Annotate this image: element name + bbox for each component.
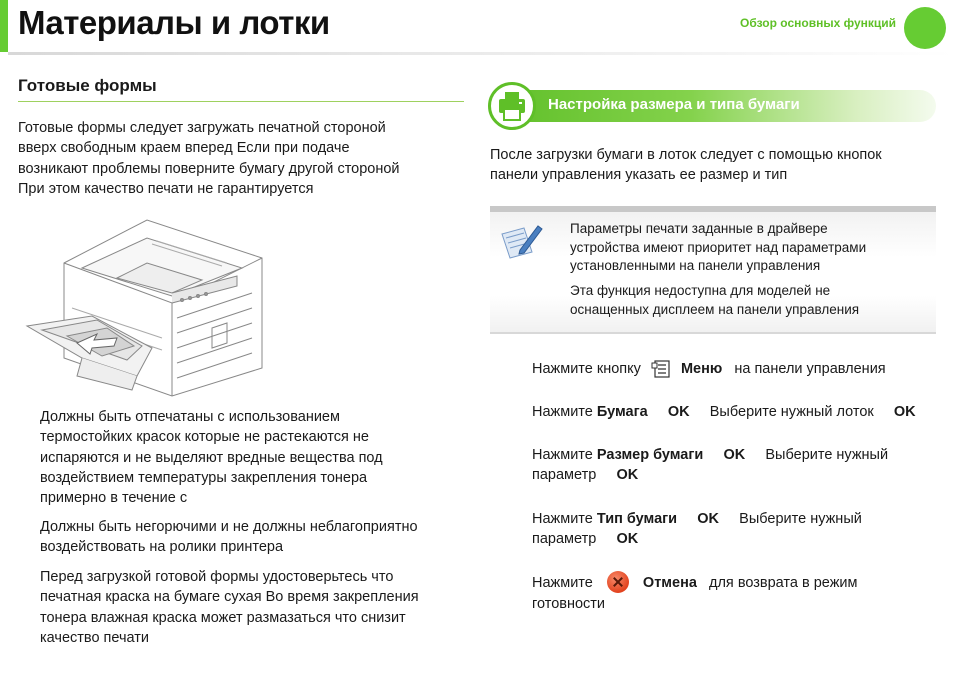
item-line: качество печати bbox=[40, 629, 150, 646]
cancel-icon bbox=[607, 571, 629, 593]
step-text: Нажмите кнопку bbox=[532, 361, 641, 377]
step-menu bbox=[532, 359, 886, 379]
section-link[interactable]: Обзор основных функций bbox=[740, 16, 896, 30]
step-text: на панели управления bbox=[734, 361, 886, 377]
paper-label: Бумага bbox=[596, 404, 648, 420]
item-line: воздействовать на ролики принтера bbox=[40, 539, 284, 556]
step-text: Выберите нужный bbox=[739, 511, 862, 527]
item-line: Должны быть отпечатаны с использованием bbox=[40, 409, 340, 425]
note-line: оснащенных дисплеем на панели управления bbox=[570, 301, 860, 317]
step-paper-size bbox=[532, 445, 888, 486]
section-banner bbox=[490, 90, 936, 122]
intro-line: При этом качество печати не гарантируется bbox=[18, 180, 314, 197]
step-text: Нажмите bbox=[532, 447, 593, 463]
note-paragraph-priority bbox=[570, 220, 866, 276]
step-text: Выберите нужный лоток bbox=[709, 404, 874, 420]
requirement-item-dry bbox=[40, 567, 460, 648]
note-line: установленными на панели управления bbox=[570, 258, 821, 273]
menu-label: Меню bbox=[680, 361, 723, 377]
page-title: Материалы и лотки bbox=[18, 4, 330, 41]
step-text: Нажмите bbox=[532, 404, 593, 420]
ok-label: OK bbox=[697, 511, 719, 527]
ok-label: OK bbox=[616, 467, 639, 484]
item-line: Перед загрузкой готовой формы удостоверьтесь что bbox=[40, 569, 394, 585]
banner-title: Настройка размера и типа бумаги bbox=[548, 96, 800, 113]
step-paper-type bbox=[532, 509, 862, 550]
step-text: параметр bbox=[532, 531, 597, 548]
section-heading: Готовые формы bbox=[18, 76, 157, 95]
note-line: устройства имеют приоритет над параметрами bbox=[570, 239, 867, 255]
step-text: Выберите нужный bbox=[765, 447, 889, 463]
intro-line: Готовые формы следует загружать печатной стороной bbox=[18, 120, 386, 136]
note-line: Эта функция недоступна для моделей не bbox=[570, 283, 831, 298]
heading-underline bbox=[18, 101, 464, 102]
page-number-circle bbox=[904, 7, 946, 49]
item-line: печатная краска на бумаге сухая Во время закрепления bbox=[40, 589, 419, 606]
paper-type-label: Тип бумаги bbox=[596, 511, 678, 527]
requirement-item-heat bbox=[40, 407, 460, 508]
note-line: Параметры печати заданные в драйвере bbox=[570, 221, 828, 236]
step-text: Нажмите bbox=[532, 574, 593, 591]
item-line: термостойких красок которые не растекаются не bbox=[40, 429, 369, 446]
printer-illustration bbox=[22, 208, 272, 398]
step-text: параметр bbox=[532, 467, 597, 484]
menu-icon bbox=[651, 359, 673, 379]
note-pencil-icon bbox=[498, 220, 544, 260]
ok-label: OK bbox=[667, 404, 690, 420]
item-line: примерно в течение с bbox=[40, 490, 188, 507]
step-paper bbox=[532, 402, 916, 422]
right-intro-line: панели управления указать ее размер и тип bbox=[490, 167, 788, 184]
intro-paragraph bbox=[18, 118, 458, 199]
note-paragraph-availability bbox=[570, 282, 859, 319]
item-line: тонера влажная краска может размазаться что снизит bbox=[40, 609, 406, 626]
step-cancel bbox=[532, 572, 857, 614]
step-text: Нажмите bbox=[532, 511, 593, 527]
header-divider bbox=[8, 52, 954, 55]
cancel-label: Отмена bbox=[642, 574, 697, 591]
item-line: Должны быть негорючими и не должны неблагоприятно bbox=[40, 519, 418, 535]
right-intro-line: После загрузки бумаги в лоток следует с помощью кнопок bbox=[490, 147, 882, 163]
note-bottom-border bbox=[490, 332, 936, 334]
step-text: для возврата в режим bbox=[709, 574, 858, 591]
item-line: испаряются и не выделяют вредные вещества под bbox=[40, 449, 383, 466]
right-intro-paragraph bbox=[490, 145, 940, 186]
item-line: воздействием температуры закрепления тонера bbox=[40, 469, 368, 486]
paper-size-label: Размер бумаги bbox=[596, 447, 704, 463]
ok-label: OK bbox=[723, 447, 746, 463]
printer-icon bbox=[488, 82, 536, 130]
intro-line: вверх свободным краем вперед Если при подаче bbox=[18, 140, 350, 157]
intro-line: возникают проблемы поверните бумагу другой стороной bbox=[18, 160, 400, 177]
note-box bbox=[490, 206, 936, 334]
requirement-item-fire bbox=[40, 517, 460, 558]
step-text: готовности bbox=[532, 596, 606, 612]
ok-label: OK bbox=[616, 531, 639, 548]
ok-label: OK bbox=[893, 404, 916, 420]
note-top-border bbox=[490, 206, 936, 212]
header-accent-bar bbox=[0, 0, 8, 52]
